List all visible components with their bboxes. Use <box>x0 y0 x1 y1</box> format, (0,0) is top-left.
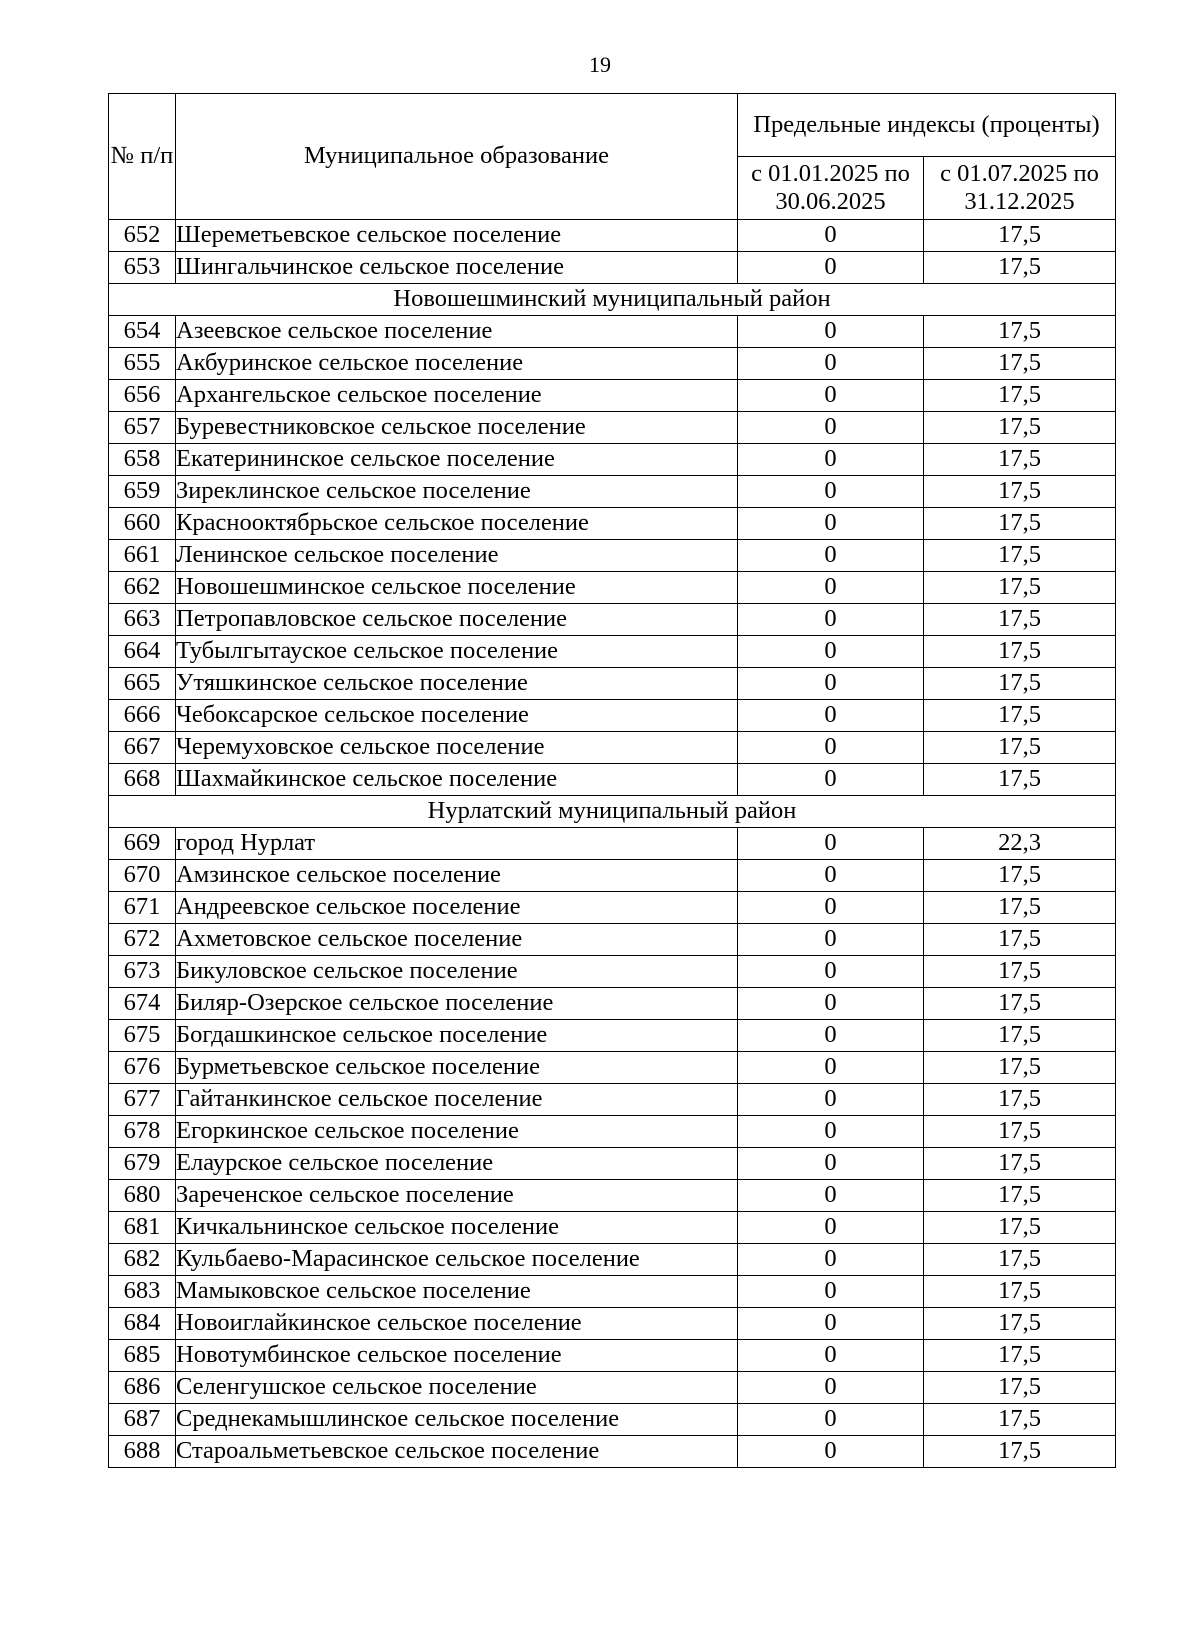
municipality-name: Петропавловское сельское поселение <box>176 604 738 636</box>
index-period-2: 17,5 <box>924 1020 1116 1052</box>
municipality-name: Егоркинское сельское поселение <box>176 1116 738 1148</box>
municipality-name: Кичкальнинское сельское поселение <box>176 1212 738 1244</box>
index-period-2: 17,5 <box>924 380 1116 412</box>
index-period-1: 0 <box>738 1148 924 1180</box>
row-number: 660 <box>109 508 176 540</box>
municipality-name: Шереметьевское сельское поселение <box>176 220 738 252</box>
row-number: 683 <box>109 1276 176 1308</box>
index-period-2: 17,5 <box>924 732 1116 764</box>
row-number: 675 <box>109 1020 176 1052</box>
municipality-name: Зареченское сельское поселение <box>176 1180 738 1212</box>
index-period-2: 17,5 <box>924 1148 1116 1180</box>
index-period-1: 0 <box>738 1180 924 1212</box>
index-period-1: 0 <box>738 1436 924 1468</box>
index-period-2: 17,5 <box>924 1340 1116 1372</box>
municipality-name: Бурметьевское сельское поселение <box>176 1052 738 1084</box>
row-number: 681 <box>109 1212 176 1244</box>
index-period-1: 0 <box>738 540 924 572</box>
index-period-2: 17,5 <box>924 892 1116 924</box>
table-row <box>109 1052 1116 1084</box>
table-row <box>109 572 1116 604</box>
index-period-1: 0 <box>738 668 924 700</box>
municipality-name: Мамыковское сельское поселение <box>176 1276 738 1308</box>
row-number: 676 <box>109 1052 176 1084</box>
municipality-name: Богдашкинское сельское поселение <box>176 1020 738 1052</box>
table-row <box>109 1212 1116 1244</box>
index-period-1: 0 <box>738 316 924 348</box>
index-period-2: 17,5 <box>924 700 1116 732</box>
index-period-2: 17,5 <box>924 412 1116 444</box>
index-period-1: 0 <box>738 220 924 252</box>
row-number: 685 <box>109 1340 176 1372</box>
row-number: 671 <box>109 892 176 924</box>
index-period-2: 17,5 <box>924 1276 1116 1308</box>
index-period-1: 0 <box>738 860 924 892</box>
municipality-name: город Нурлат <box>176 828 738 860</box>
index-period-1: 0 <box>738 380 924 412</box>
municipality-name: Староальметьевское сельское поселение <box>176 1436 738 1468</box>
index-period-1: 0 <box>738 924 924 956</box>
municipality-name: Акбуринское сельское поселение <box>176 348 738 380</box>
table-row <box>109 668 1116 700</box>
index-period-1: 0 <box>738 1372 924 1404</box>
municipality-name: Архангельское сельское поселение <box>176 380 738 412</box>
table-row <box>109 1308 1116 1340</box>
index-period-1: 0 <box>738 476 924 508</box>
table-row <box>109 1180 1116 1212</box>
table-row <box>109 636 1116 668</box>
index-period-1: 0 <box>738 604 924 636</box>
index-period-1: 0 <box>738 1052 924 1084</box>
row-number: 677 <box>109 1084 176 1116</box>
district-header-row <box>109 284 1116 316</box>
municipality-name: Зиреклинское сельское поселение <box>176 476 738 508</box>
index-period-2: 17,5 <box>924 508 1116 540</box>
table-row <box>109 1276 1116 1308</box>
municipality-name: Новоиглайкинское сельское поселение <box>176 1308 738 1340</box>
index-period-2: 17,5 <box>924 764 1116 796</box>
table-row <box>109 1244 1116 1276</box>
index-period-1: 0 <box>738 732 924 764</box>
index-period-1: 0 <box>738 892 924 924</box>
index-period-1: 0 <box>738 1020 924 1052</box>
index-period-2: 17,5 <box>924 924 1116 956</box>
municipality-name: Елаурское сельское поселение <box>176 1148 738 1180</box>
table-row <box>109 1084 1116 1116</box>
district-name: Новошешминский муниципальный район <box>109 284 1116 316</box>
row-number: 682 <box>109 1244 176 1276</box>
table-row <box>109 444 1116 476</box>
table-row <box>109 1340 1116 1372</box>
index-period-1: 0 <box>738 1212 924 1244</box>
municipality-name: Черемуховское сельское поселение <box>176 732 738 764</box>
row-number: 662 <box>109 572 176 604</box>
index-period-1: 0 <box>738 1244 924 1276</box>
index-period-1: 0 <box>738 764 924 796</box>
header-municipality: Муниципальное образование <box>176 94 738 220</box>
row-number: 654 <box>109 316 176 348</box>
municipality-name: Шингальчинское сельское поселение <box>176 252 738 284</box>
municipality-name: Буревестниковское сельское поселение <box>176 412 738 444</box>
municipality-name: Среднекамышлинское сельское поселение <box>176 1404 738 1436</box>
municipality-name: Амзинское сельское поселение <box>176 860 738 892</box>
table-row <box>109 1148 1116 1180</box>
header-period-1: с 01.01.2025 по 30.06.2025 <box>738 157 924 220</box>
index-period-1: 0 <box>738 700 924 732</box>
index-period-2: 22,3 <box>924 828 1116 860</box>
index-period-1: 0 <box>738 1276 924 1308</box>
index-period-1: 0 <box>738 1340 924 1372</box>
index-period-2: 17,5 <box>924 1180 1116 1212</box>
index-period-1: 0 <box>738 572 924 604</box>
row-number: 653 <box>109 252 176 284</box>
table-row <box>109 1404 1116 1436</box>
row-number: 684 <box>109 1308 176 1340</box>
index-period-2: 17,5 <box>924 1308 1116 1340</box>
row-number: 665 <box>109 668 176 700</box>
table-row <box>109 412 1116 444</box>
row-number: 657 <box>109 412 176 444</box>
index-period-2: 17,5 <box>924 1116 1116 1148</box>
municipality-name: Бикуловское сельское поселение <box>176 956 738 988</box>
index-period-2: 17,5 <box>924 860 1116 892</box>
index-period-2: 17,5 <box>924 540 1116 572</box>
municipality-name: Краснооктябрьское сельское поселение <box>176 508 738 540</box>
index-period-2: 17,5 <box>924 956 1116 988</box>
municipality-name: Биляр-Озерское сельское поселение <box>176 988 738 1020</box>
table-row <box>109 1436 1116 1468</box>
table-row <box>109 380 1116 412</box>
table-row <box>109 220 1116 252</box>
table-row <box>109 828 1116 860</box>
index-period-2: 17,5 <box>924 1084 1116 1116</box>
municipality-name: Андреевское сельское поселение <box>176 892 738 924</box>
table-row <box>109 1116 1116 1148</box>
row-number: 659 <box>109 476 176 508</box>
municipality-name: Шахмайкинское сельское поселение <box>176 764 738 796</box>
row-number: 666 <box>109 700 176 732</box>
row-number: 688 <box>109 1436 176 1468</box>
table-row <box>109 1020 1116 1052</box>
municipality-name: Чебоксарское сельское поселение <box>176 700 738 732</box>
table-row <box>109 508 1116 540</box>
index-period-2: 17,5 <box>924 604 1116 636</box>
index-period-1: 0 <box>738 508 924 540</box>
index-period-1: 0 <box>738 348 924 380</box>
table-row <box>109 348 1116 380</box>
row-number: 686 <box>109 1372 176 1404</box>
row-number: 672 <box>109 924 176 956</box>
municipality-name: Гайтанкинское сельское поселение <box>176 1084 738 1116</box>
table-row <box>109 892 1116 924</box>
table-row <box>109 732 1116 764</box>
municipality-name: Тубылгытауское сельское поселение <box>176 636 738 668</box>
municipality-name: Екатерининское сельское поселение <box>176 444 738 476</box>
index-period-2: 17,5 <box>924 668 1116 700</box>
index-period-2: 17,5 <box>924 348 1116 380</box>
index-period-1: 0 <box>738 1308 924 1340</box>
index-period-2: 17,5 <box>924 1436 1116 1468</box>
municipality-name: Селенгушское сельское поселение <box>176 1372 738 1404</box>
index-period-1: 0 <box>738 636 924 668</box>
row-number: 663 <box>109 604 176 636</box>
index-period-2: 17,5 <box>924 636 1116 668</box>
municipality-name: Утяшкинское сельское поселение <box>176 668 738 700</box>
table-row <box>109 988 1116 1020</box>
index-period-1: 0 <box>738 828 924 860</box>
header-indices-group: Предельные индексы (проценты) <box>738 94 1116 157</box>
index-period-1: 0 <box>738 1404 924 1436</box>
index-period-1: 0 <box>738 444 924 476</box>
municipality-name: Кульбаево-Марасинское сельское поселение <box>176 1244 738 1276</box>
row-number: 652 <box>109 220 176 252</box>
index-period-2: 17,5 <box>924 252 1116 284</box>
municipality-name: Азеевское сельское поселение <box>176 316 738 348</box>
index-period-2: 17,5 <box>924 1052 1116 1084</box>
index-period-1: 0 <box>738 252 924 284</box>
row-number: 673 <box>109 956 176 988</box>
index-period-1: 0 <box>738 956 924 988</box>
index-period-2: 17,5 <box>924 1404 1116 1436</box>
row-number: 667 <box>109 732 176 764</box>
row-number: 656 <box>109 380 176 412</box>
table-row <box>109 924 1116 956</box>
limit-indices-table <box>108 93 1116 1468</box>
row-number: 655 <box>109 348 176 380</box>
row-number: 670 <box>109 860 176 892</box>
table-row <box>109 316 1116 348</box>
municipality-name: Новошешминское сельское поселение <box>176 572 738 604</box>
index-period-2: 17,5 <box>924 476 1116 508</box>
index-period-2: 17,5 <box>924 316 1116 348</box>
district-name: Нурлатский муниципальный район <box>109 796 1116 828</box>
index-period-1: 0 <box>738 1084 924 1116</box>
table-row <box>109 860 1116 892</box>
row-number: 661 <box>109 540 176 572</box>
table-row <box>109 476 1116 508</box>
index-period-1: 0 <box>738 412 924 444</box>
index-period-2: 17,5 <box>924 572 1116 604</box>
row-number: 680 <box>109 1180 176 1212</box>
header-period-2: с 01.07.2025 по 31.12.2025 <box>924 157 1116 220</box>
index-period-2: 17,5 <box>924 1244 1116 1276</box>
row-number: 664 <box>109 636 176 668</box>
table-header <box>109 94 1116 220</box>
row-number: 658 <box>109 444 176 476</box>
row-number: 687 <box>109 1404 176 1436</box>
index-period-1: 0 <box>738 988 924 1020</box>
table-row <box>109 956 1116 988</box>
row-number: 674 <box>109 988 176 1020</box>
index-period-2: 17,5 <box>924 220 1116 252</box>
row-number: 669 <box>109 828 176 860</box>
table-row <box>109 1372 1116 1404</box>
index-period-2: 17,5 <box>924 444 1116 476</box>
index-period-1: 0 <box>738 1116 924 1148</box>
table-row <box>109 764 1116 796</box>
table-row <box>109 604 1116 636</box>
municipality-name: Ахметовское сельское поселение <box>176 924 738 956</box>
municipality-name: Новотумбинское сельское поселение <box>176 1340 738 1372</box>
table-row <box>109 540 1116 572</box>
table-row <box>109 700 1116 732</box>
index-period-2: 17,5 <box>924 1212 1116 1244</box>
municipality-name: Ленинское сельское поселение <box>176 540 738 572</box>
index-period-2: 17,5 <box>924 988 1116 1020</box>
row-number: 678 <box>109 1116 176 1148</box>
header-number: № п/п <box>109 94 176 220</box>
page-number: 19 <box>589 52 611 77</box>
row-number: 668 <box>109 764 176 796</box>
table-row <box>109 252 1116 284</box>
index-period-2: 17,5 <box>924 1372 1116 1404</box>
row-number: 679 <box>109 1148 176 1180</box>
table-body <box>109 220 1116 1468</box>
district-header-row <box>109 796 1116 828</box>
